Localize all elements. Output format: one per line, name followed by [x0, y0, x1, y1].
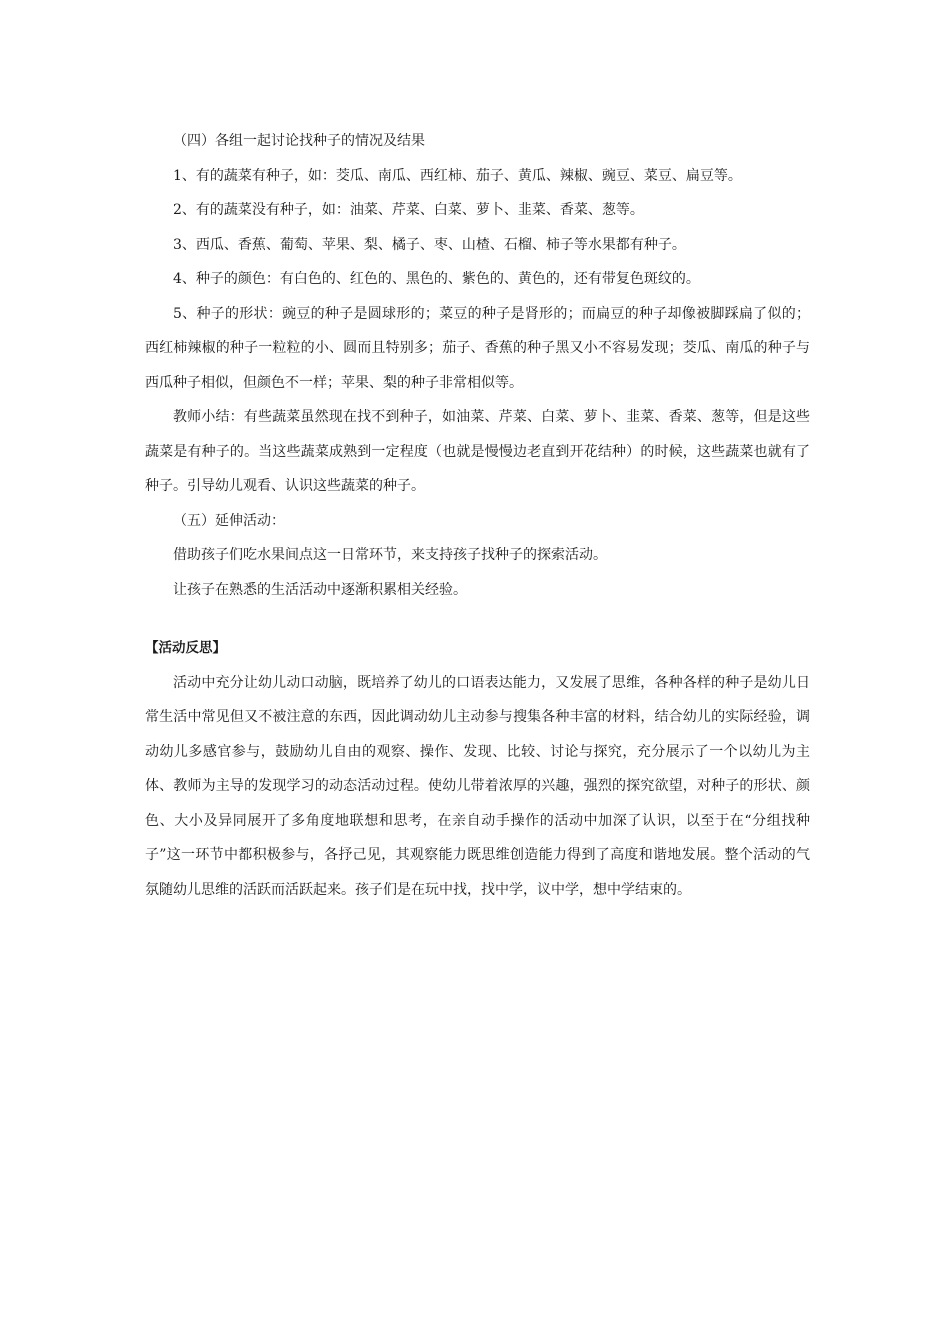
extension-line-2: 让孩子在熟悉的生活活动中逐渐积累相关经验。	[173, 581, 467, 598]
extension-line-1: 借助孩子们吃水果间点这一日常环节，来支持孩子找种子的探索活动。	[173, 547, 607, 563]
document-body	[145, 124, 810, 907]
result-item-3: 3、西瓜、香蕉、葡萄、苹果、梨、橘子、枣、山楂、石榴、柿子等水果都有种子。	[173, 236, 686, 253]
result-item-5: 5、种子的形状：豌豆的种子是圆球形的；菜豆的种子是肾形的；而扁豆的种子却像被脚踩扁了似的；西红柿辣椒的种子一粒粒的小、圆而且特别多；茄子、香蕉的种子黑又小不容易发现；茭瓜、南瓜的种子与西瓜种子相似，但颜色不一样；苹果、梨的种子非常相似等。	[145, 305, 810, 391]
result-item-2: 2、有的蔬菜没有种子，如：油菜、芹菜、白菜、萝卜、韭菜、香菜、葱等。	[173, 202, 644, 218]
result-item-4: 4、种子的颜色：有白色的、红色的、黑色的、紫色的、黄色的，还有带复色斑纹的。	[173, 271, 700, 287]
reflection-heading: 【活动反思】	[145, 640, 226, 656]
result-item-1: 1、有的蔬菜有种子，如：茭瓜、南瓜、西红柿、茄子、黄瓜、辣椒、豌豆、菜豆、扁豆等。	[173, 167, 742, 184]
teacher-summary: 教师小结：有些蔬菜虽然现在找不到种子，如油菜、芹菜、白菜、萝卜、韭菜、香菜、葱等，但是这些蔬菜是有种子的。当这些蔬菜成熟到一定程度（也就是慢慢边老直到开花结种）的时候，这些蔬菜也就有了种子。引导幼儿观看、认识这些蔬菜的种子。	[145, 409, 810, 494]
section-4-title: （四）各组一起讨论找种子的情况及结果	[173, 133, 425, 149]
spacer	[145, 607, 810, 631]
section-5-title: （五）延伸活动：	[173, 512, 285, 529]
reflection-body: 活动中充分让幼儿动口动脑，既培养了幼儿的口语表达能力，又发展了思维，各种各样的种子是幼儿日常生活中常见但又不被注意的东西，因此调动幼儿主动参与搜集各种丰富的材料，结合幼儿的实际经验，调动幼儿多感官参与，鼓励幼儿自由的观察、操作、发现、比较、讨论与探究，充分展示了一个以幼儿为主体、教师为主导的发现学习的动态活动过程。使幼儿带着浓厚的兴趣，强烈的探究欲望，对种子的形状、颜色、大小及异同展开了多角度地联想和思考，在亲自动手操作的活动中加深了认识，以至于在“分组找种子”这一环节中都积极参与，各抒己见，其观察能力既思维创造能力得到了高度和谐地发展。整个活动的气氛随幼儿思维的活跃而活跃起来。孩子们是在玩中找，找中学，议中学，想中学结束的。	[145, 674, 810, 898]
